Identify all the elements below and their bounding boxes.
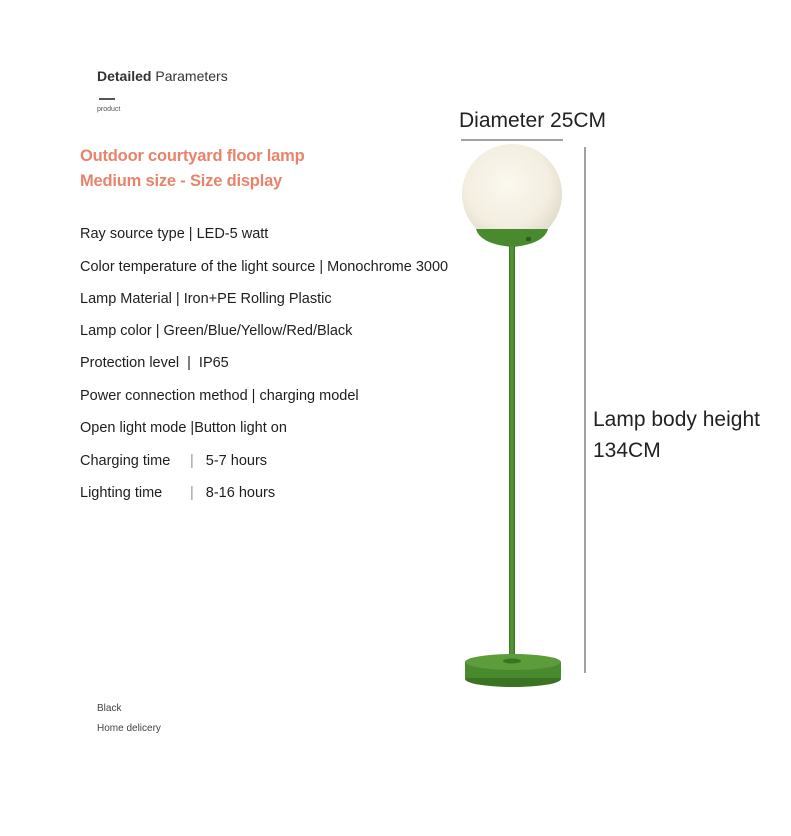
spec-row-material: Lamp Material | Iron+PE Rolling Plastic — [80, 291, 332, 307]
height-label-line2: 134CM — [593, 439, 661, 462]
header-title-rest: Parameters — [155, 68, 228, 84]
spec-label: Lighting time — [80, 485, 163, 501]
lamp-globe-base — [476, 229, 548, 247]
spec-row-ray-source: Ray source type | LED-5 watt — [80, 226, 269, 242]
spec-separator: | — [190, 485, 194, 501]
spec-value: IP65 — [198, 355, 229, 371]
spec-label: Charging time — [80, 453, 171, 469]
lamp-pole-socket — [503, 659, 521, 664]
product-title: Outdoor courtyard floor lamp — [80, 147, 305, 165]
height-label-line1: Lamp body height — [593, 408, 760, 431]
spec-row-lamp-color: Lamp color | Green/Blue/Yellow/Red/Black — [80, 323, 353, 339]
spec-separator: | — [187, 355, 191, 371]
spec-row-power: Power connection method | charging model — [80, 388, 359, 404]
spec-value: 5-7 hours — [205, 453, 268, 469]
diameter-label: Diameter 25CM — [459, 109, 607, 132]
lamp-pole — [509, 246, 515, 660]
footer-delivery: Home delicery — [97, 723, 161, 734]
spec-separator: | — [190, 453, 194, 469]
power-button-icon — [526, 237, 531, 241]
header-subtitle: product — [97, 106, 121, 113]
spec-row-color-temperature: Color temperature of the light source | Monochrome 3000 — [80, 259, 449, 275]
spec-row-light-mode: Open light mode |Button light on — [80, 420, 287, 436]
spec-label: Protection level — [80, 355, 180, 371]
product-subtitle: Medium size - Size display — [80, 172, 283, 190]
footer-color: Black — [97, 703, 122, 714]
spec-value: 8-16 hours — [205, 485, 276, 501]
header-title-bold: Detailed — [97, 68, 152, 84]
